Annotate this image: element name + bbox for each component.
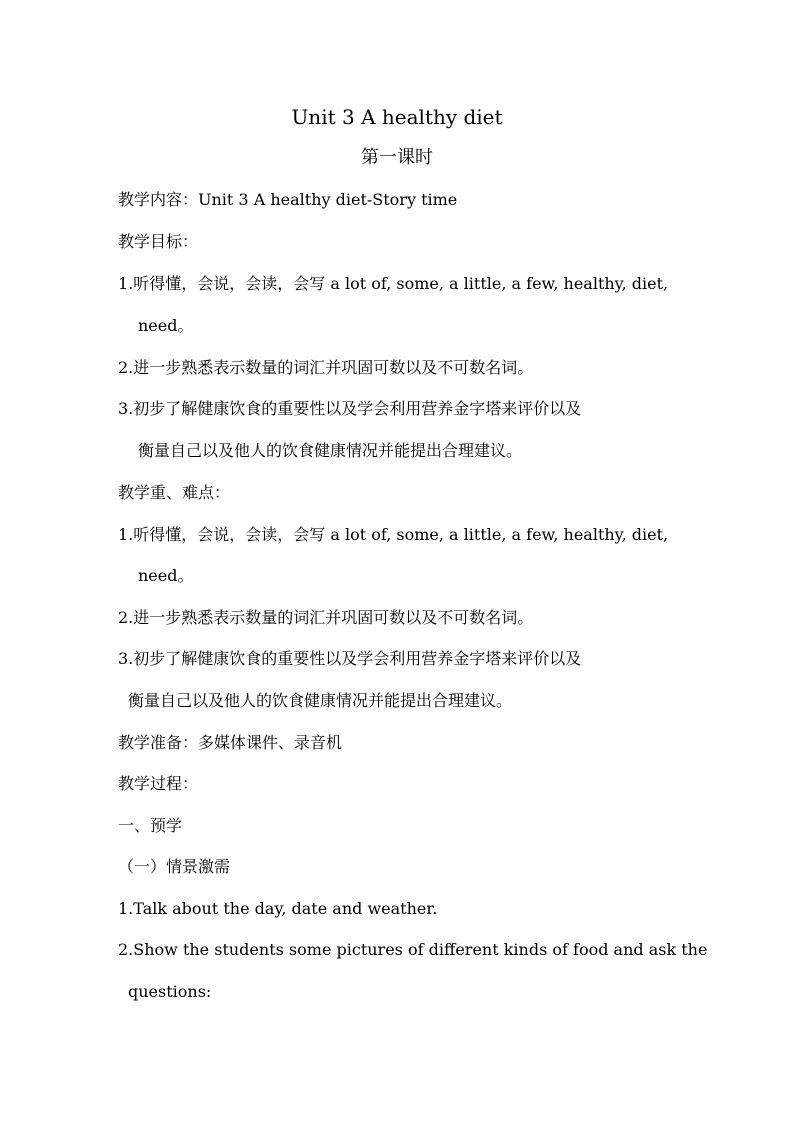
key-point-item-3: 3.初步了解健康饮食的重要性以及学会利用营养金字塔来评价以及: [118, 649, 582, 668]
subsection-heading: （一）情景激需: [118, 857, 231, 876]
objective-item-2: 2.进一步熟悉表示数量的词汇并巩固可数以及不可数名词。: [118, 358, 534, 377]
key-point-item-2: 2.进一步熟悉表示数量的词汇并巩固可数以及不可数名词。: [118, 608, 534, 627]
process-step-2: 2.Show the students some pictures of different kinds of food and ask the: [118, 940, 708, 959]
document-subtitle: 第一课时: [361, 147, 433, 168]
key-points-heading: 教学重、难点：: [118, 483, 231, 502]
key-point-item-1-continuation: need。: [138, 566, 194, 585]
process-step-1: 1.Talk about the day, date and weather.: [118, 899, 438, 918]
key-point-item-1: 1.听得懂，会说，会读，会写 a lot of, some, a little, a few, healthy, diet,: [118, 525, 669, 544]
teaching-preparation-line: 教学准备：多媒体课件、录音机: [118, 733, 343, 752]
objective-item-3-continuation: 衡量自己以及他人的饮食健康情况并能提出合理建议。: [138, 441, 523, 460]
process-step-2-continuation: questions:: [128, 982, 212, 1001]
teaching-objectives-heading: 教学目标：: [118, 232, 199, 251]
key-point-item-3-continuation: 衡量自己以及他人的饮食健康情况并能提出合理建议。: [128, 691, 513, 710]
document-title: Unit 3 A healthy diet: [291, 105, 503, 129]
objective-item-1-continuation: need。: [138, 316, 194, 335]
teaching-content-line: 教学内容：Unit 3 A healthy diet-Story time: [118, 190, 458, 209]
teaching-process-heading: 教学过程：: [118, 774, 199, 793]
objective-item-1: 1.听得懂，会说，会读，会写 a lot of, some, a little, a few, healthy, diet,: [118, 274, 669, 293]
section-preview-heading: 一、预学: [118, 816, 183, 835]
objective-item-3: 3.初步了解健康饮食的重要性以及学会利用营养金字塔来评价以及: [118, 399, 582, 418]
